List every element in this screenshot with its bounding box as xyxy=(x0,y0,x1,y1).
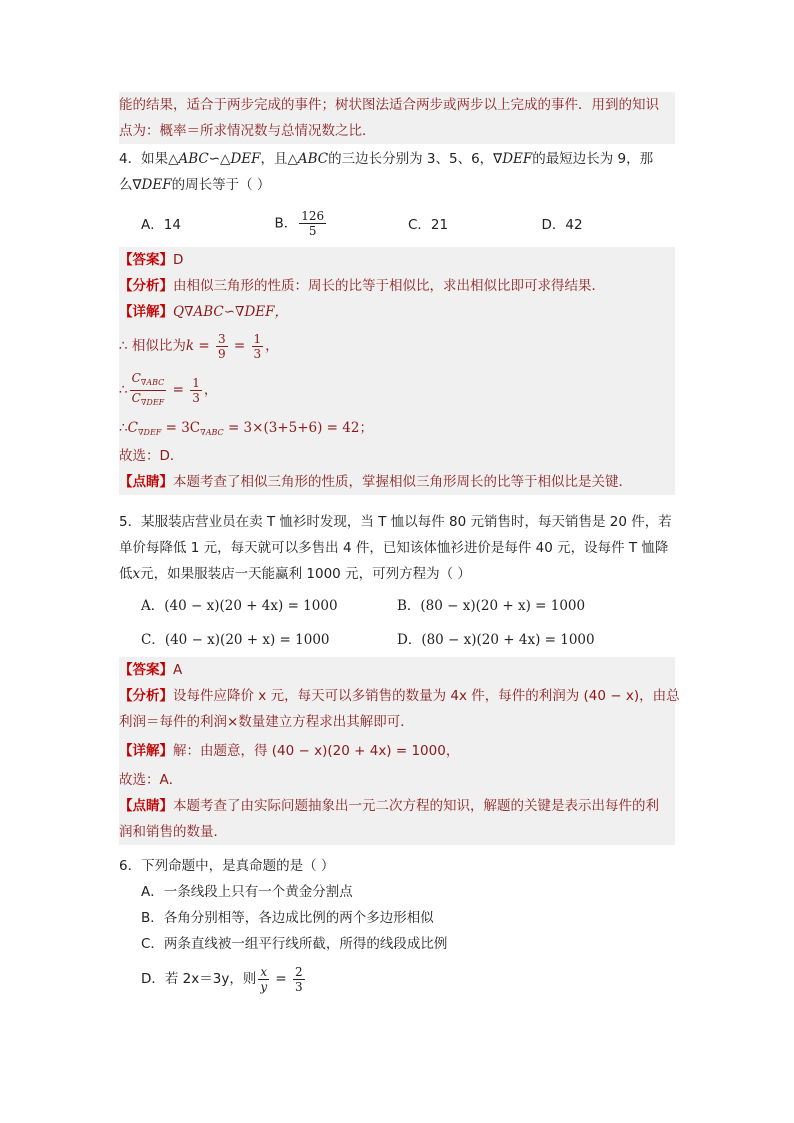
q5-answer-block xyxy=(119,657,680,845)
q5-choose: 故选：A． xyxy=(119,772,183,788)
question-5 xyxy=(119,509,675,655)
q4-option-c: C．21 xyxy=(408,217,449,233)
q5-option-a: A．(40 − x)(20 + 4x) = 1000 xyxy=(141,598,338,614)
q5-comment-2: 润和销售的数量． xyxy=(119,824,227,840)
q6-option-a: A．一条线段上只有一个黄金分割点 xyxy=(141,884,353,900)
q4-choose: 故选：D． xyxy=(119,448,184,464)
q5-analysis-1: 【分析】设每件应降价 x 元，每天可以多销售的数量为 4x 件，每件的利润为 (40 − x)，由总 xyxy=(119,688,680,704)
q4-answer: 【答案】D xyxy=(119,252,184,268)
q5-analysis-2: 利润＝每件的利润×数量建立方程求出其解即可． xyxy=(119,714,414,730)
q4-stem-line-2: 么∇DEF的周长等于（ ） xyxy=(119,177,271,193)
q4-detail-1: 【详解】Q∇ABC∽∇DEF， xyxy=(119,304,289,320)
q6-option-b: B．各角分别相等，各边成比例的两个多边形相似 xyxy=(141,910,434,926)
q4-detail-2: ∴ 相似比为k = $\frac{3}{9}$ = $\frac{1}{3}$ ， xyxy=(119,331,279,361)
question-4 xyxy=(119,146,675,246)
q5-answer: 【答案】A xyxy=(119,662,183,678)
q5-option-d: D．(80 − x)(20 + 4x) = 1000 xyxy=(397,632,595,648)
question-6 xyxy=(119,853,675,1001)
q4-comment: 【点睛】本题考查了相似三角形的性质，掌握相似三角形周长的比等于相似比是关键． xyxy=(119,474,632,490)
q5-option-b: B．(80 − x)(20 + x) = 1000 xyxy=(397,598,586,614)
q4-option-b-fraction: $\frac{126}{5}$ xyxy=(301,208,325,238)
intro-block xyxy=(119,92,675,144)
q4-option-b: B． $\frac{126}{5}$ xyxy=(274,208,325,238)
q4-stem-line-1: 4．如果△ABC∽△DEF，且△ABC的三边长分别为 3、5、6，∇DEF的最短边长为 9，那 xyxy=(119,151,654,167)
q4-analysis: 【分析】由相似三角形的性质：周长的比等于相似比，求出相似比即可求得结果． xyxy=(119,278,605,294)
intro-line-1: 能的结果，适合于两步完成的事件；树状图法适合两步或两步以上完成的事件．用到的知识 xyxy=(119,97,659,113)
q5-options-row-2 xyxy=(119,621,675,655)
q4-detail-3: ∴ $\frac{C_{\nabla ABC}}{C_{\nabla DEF}}$ = $\frac{1}{3}$ ， xyxy=(119,370,218,407)
q4-option-a: A．14 xyxy=(141,217,181,233)
intro-line-2: 点为：概率＝所求情况数与总情况数之比． xyxy=(119,123,376,139)
q4-detail-4: $\therefore C_{\nabla DEF} = 3C_{\nabla ABC} = 3\times(3+5+6) = 42$； xyxy=(119,420,373,437)
q5-comment-1: 【点睛】本题考查了由实际问题抽象出一元二次方程的知识，解题的关键是表示出每件的利 xyxy=(119,798,659,814)
q5-stem-line-3: 低x元，如果服装店一天能赢利 1000 元，可列方程为（ ） xyxy=(119,566,471,582)
q5-detail: 【详解】解：由题意，得 (40 − x)(20 + 4x) = 1000， xyxy=(119,743,460,759)
q4-answer-block xyxy=(119,247,675,495)
q5-options-row-1 xyxy=(119,587,675,621)
q5-stem-line-2: 单价每降低 1 元，每天就可以多售出 4 件，已知该体恤衫进价是每件 40 元，设每件 T 恤降 xyxy=(119,540,669,556)
q4-option-d: D．42 xyxy=(541,217,583,233)
q4-options xyxy=(119,200,675,246)
q5-option-c: C．(40 − x)(20 + x) = 1000 xyxy=(141,632,330,648)
q5-stem-line-1: 5．某服装店营业员在卖 T 恤衫时发现，当 T 恤以每件 80 元销售时，每天销售是 20 件，若 xyxy=(119,514,672,530)
q6-stem: 6．下列命题中，是真命题的是（ ） xyxy=(119,858,335,874)
q6-option-c: C．两条直线被一组平行线所截，所得的线段成比例 xyxy=(141,936,448,952)
q6-option-d: D．若 2x＝3y，则 $\frac{x}{y}$ = $\frac{2}{3}$ xyxy=(141,964,303,994)
